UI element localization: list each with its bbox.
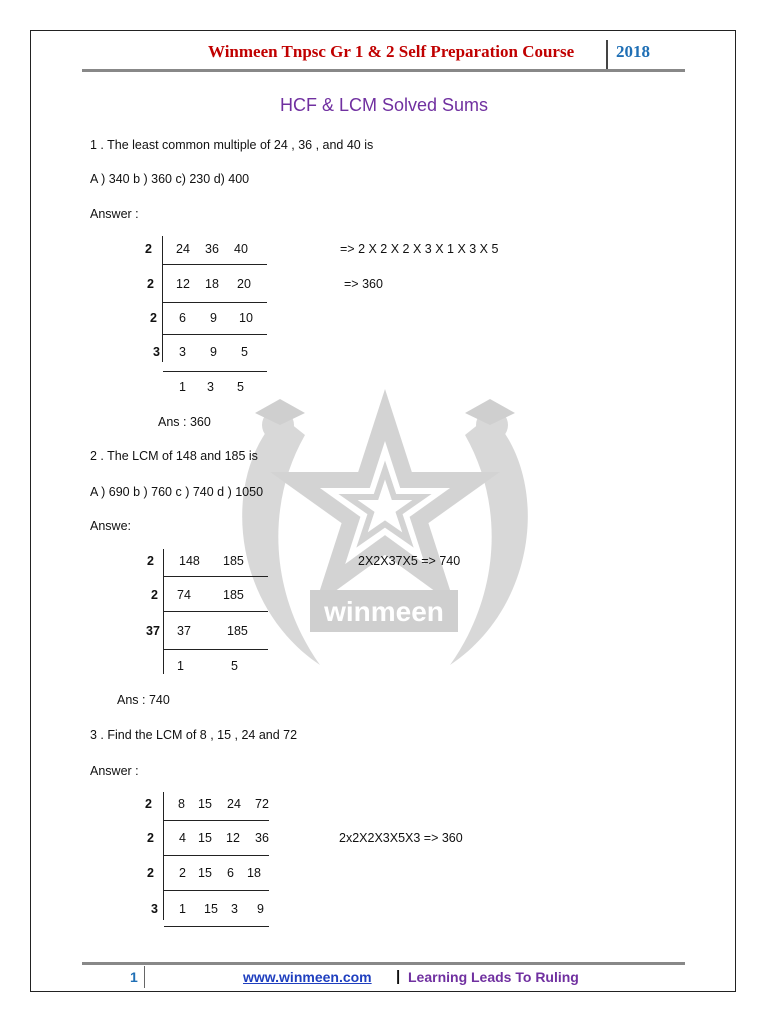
q3-division-rule [164, 855, 269, 856]
footer-separator: | [396, 968, 401, 985]
q2-cell: 148 [179, 554, 200, 568]
q3-division-rule [164, 926, 269, 927]
q1-cell: 18 [205, 277, 219, 291]
q1-cell: 40 [234, 242, 248, 256]
q2-final-answer: Ans : 740 [117, 693, 170, 707]
q1-working-line-1: => 2 X 2 X 2 X 3 X 1 X 3 X 5 [340, 242, 499, 256]
q3-divisor: 3 [151, 902, 158, 916]
footer-divider [144, 966, 145, 988]
q3-cell: 15 [198, 831, 212, 845]
header-divider [606, 40, 608, 72]
q3-cell: 36 [255, 831, 269, 845]
q3-divisor: 2 [147, 831, 154, 845]
q2-answer-label: Answe: [90, 519, 131, 533]
footer-tagline: Learning Leads To Ruling [408, 969, 579, 985]
q1-cell: 3 [179, 345, 186, 359]
q1-divisor: 3 [153, 345, 160, 359]
website-link[interactable]: www.winmeen.com [243, 969, 372, 985]
q1-final-answer: Ans : 360 [158, 415, 211, 429]
q3-question: 3 . Find the LCM of 8 , 15 , 24 and 72 [90, 728, 298, 742]
q3-cell: 1 [179, 902, 186, 916]
q2-cell: 185 [223, 588, 244, 602]
q1-division-vertical-line [162, 236, 163, 362]
header-year: 2018 [616, 42, 650, 61]
q1-cell: 24 [176, 242, 190, 256]
q2-divisor: 2 [147, 554, 154, 568]
footer-rule [82, 962, 685, 965]
q3-division-rule [164, 890, 269, 891]
q1-cell: 5 [241, 345, 248, 359]
q2-cell: 185 [227, 624, 248, 638]
q2-cell: 1 [177, 659, 184, 673]
q1-division-rule [163, 302, 267, 303]
header-rule [82, 69, 685, 72]
q3-cell: 12 [226, 831, 240, 845]
q1-cell: 12 [176, 277, 190, 291]
q2-cell: 37 [177, 624, 191, 638]
q2-divisor: 37 [146, 624, 160, 638]
q1-cell: 10 [239, 311, 253, 325]
q1-working-line-2: => 360 [344, 277, 383, 291]
q1-division-rule [163, 334, 267, 335]
q1-cell: 5 [237, 380, 244, 394]
q1-question: 1 . The least common multiple of 24 , 36 , and 40 is [90, 138, 374, 152]
q2-working: 2X2X37X5 => 740 [358, 554, 461, 568]
q2-question: 2 . The LCM of 148 and 185 is [90, 449, 258, 463]
q3-divisor: 2 [145, 797, 152, 811]
q3-working: 2x2X2X3X5X3 => 360 [339, 831, 463, 845]
q2-cell: 5 [231, 659, 238, 673]
q1-divisor: 2 [147, 277, 154, 291]
q3-division-vertical-line [163, 792, 164, 920]
q3-answer-label: Answer : [90, 764, 139, 778]
watermark-logo-text: winmeen [324, 596, 444, 627]
q3-cell: 15 [198, 797, 212, 811]
winmeen-watermark-logo [210, 385, 560, 675]
q3-cell: 24 [227, 797, 241, 811]
q1-cell: 9 [210, 311, 217, 325]
q1-options: A ) 340 b ) 360 c) 230 d) 400 [90, 172, 250, 186]
header-title: Winmeen Tnpsc Gr 1 & 2 Self Preparation Course [208, 42, 575, 61]
q3-cell: 72 [255, 797, 269, 811]
q1-divisor: 2 [150, 311, 157, 325]
q3-cell: 9 [257, 902, 264, 916]
page-number: 1 [130, 969, 138, 985]
q3-cell: 15 [198, 866, 212, 880]
q3-cell: 8 [178, 797, 185, 811]
q3-cell: 18 [247, 866, 261, 880]
q3-cell: 4 [179, 831, 186, 845]
q3-division-rule [164, 820, 269, 821]
q3-cell: 2 [179, 866, 186, 880]
q3-cell: 3 [231, 902, 238, 916]
q2-divisor: 2 [151, 588, 158, 602]
q2-cell: 74 [177, 588, 191, 602]
q1-cell: 9 [210, 345, 217, 359]
q2-division-rule [164, 576, 268, 577]
q3-cell: 6 [227, 866, 234, 880]
q1-division-rule [163, 264, 267, 265]
q1-cell: 3 [207, 380, 214, 394]
q3-divisor: 2 [147, 866, 154, 880]
q1-cell: 1 [179, 380, 186, 394]
q1-cell: 6 [179, 311, 186, 325]
q2-division-rule [164, 611, 268, 612]
q2-division-rule [164, 649, 268, 650]
q3-cell: 15 [204, 902, 218, 916]
q1-cell: 20 [237, 277, 251, 291]
q1-cell: 36 [205, 242, 219, 256]
document-title: HCF & LCM Solved Sums [279, 95, 489, 115]
q2-cell: 185 [223, 554, 244, 568]
q1-divisor: 2 [145, 242, 152, 256]
q1-answer-label: Answer : [90, 207, 139, 221]
q2-options: A ) 690 b ) 760 c ) 740 d ) 1050 [90, 485, 264, 499]
q1-division-rule [163, 371, 267, 372]
